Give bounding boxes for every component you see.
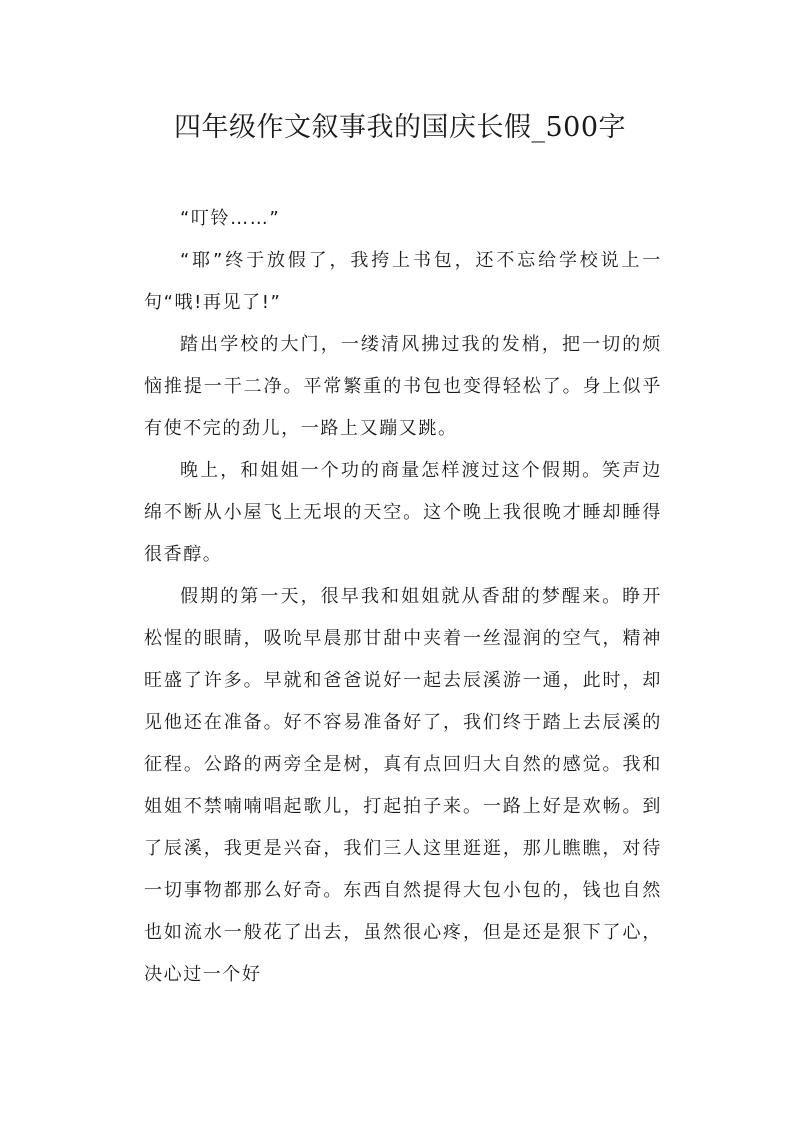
document-title: 四年级作文叙事我的国庆长假_500字 — [173, 112, 627, 143]
paragraph: “叮铃……” — [180, 208, 281, 229]
paragraph: “耶”终于放假了，我挎上书包，还不忘给学校说上一句“哦!再见了!” — [144, 250, 662, 313]
paragraph: 晚上，和姐姐一个功的商量怎样渡过这个假期。笑声边绵不断从小屋飞上无垠的天空。这个晚上我很晚才睡却睡得很香醇。 — [144, 460, 662, 565]
document-body — [144, 198, 662, 996]
paragraph: 假期的第一天，很早我和姐姐就从香甜的梦醒来。睁开松惺的眼睛，吸吮早晨那甘甜中夹着一丝湿润的空气，精神旺盛了许多。早就和爸爸说好一起去辰溪游一通，此时，却见他还在准备。好不容易准备好了，我们终于踏上去辰溪的征程。公路的两旁全是树，真有点回归大自然的感觉。我和姐姐不禁喃喃唱起歌儿，打起拍子来。一路上好是欢畅。到了辰溪，我更是兴奋，我们三人这里逛逛，那儿瞧瞧，对待一切事物都那么好奇。东西自然提得大包小包的，钱也自然也如流水一般花了出去，虽然很心疼，但是还是狠下了心，决心过一个好 — [144, 586, 662, 985]
paragraph: 踏出学校的大门，一缕清风拂过我的发梢，把一切的烦恼推提一干二净。平常繁重的书包也变得轻松了。身上似乎有使不完的劲儿，一路上又蹦又跳。 — [144, 334, 662, 439]
